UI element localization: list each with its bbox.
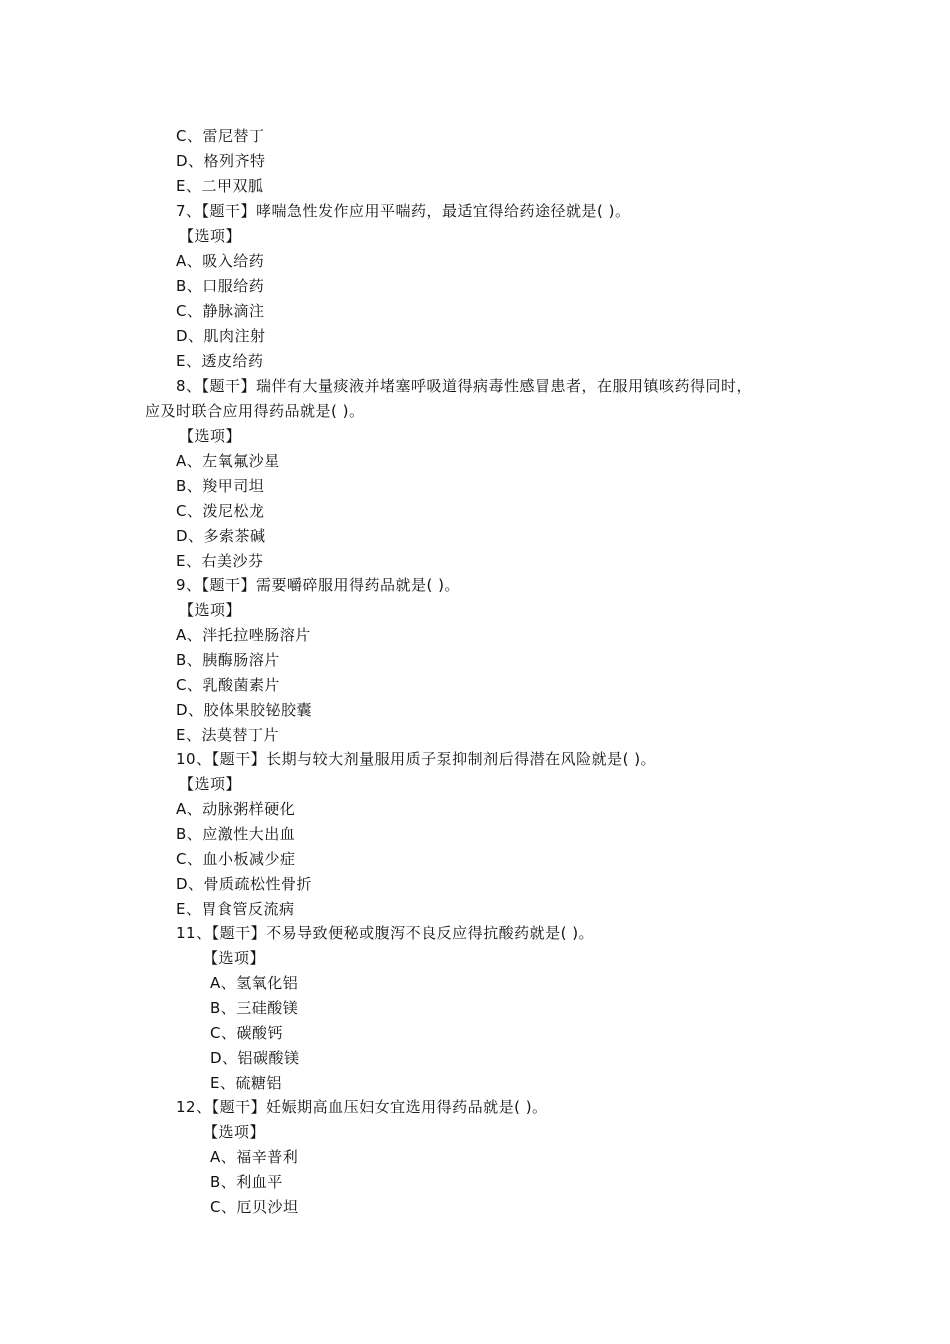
option-item: C、泼尼松龙 (176, 502, 265, 520)
option-item: D、格列齐特 (176, 152, 266, 170)
options-heading: 【选项】 (179, 227, 242, 245)
option-item: E、法莫替丁片 (176, 726, 279, 744)
option-item: D、多索茶碱 (176, 527, 266, 545)
option-item: D、胶体果胶铋胶囊 (176, 701, 313, 719)
option-item: E、透皮给药 (176, 352, 264, 370)
option-item: B、口服给药 (176, 277, 265, 295)
option-item: A、泮托拉唑肠溶片 (176, 626, 311, 644)
question-stem: 9、【题干】需要嚼碎服用得药品就是( )。 (176, 576, 461, 594)
option-item: E、右美沙芬 (176, 552, 264, 570)
option-item: B、应激性大出血 (176, 825, 296, 843)
question-stem-continuation: 应及时联合应用得药品就是( )。 (145, 402, 365, 420)
option-item: D、骨质疏松性骨折 (176, 875, 313, 893)
option-item: B、羧甲司坦 (176, 477, 265, 495)
option-item: B、胰酶肠溶片 (176, 651, 280, 669)
options-heading: 【选项】 (179, 427, 242, 445)
option-item: D、肌肉注射 (176, 327, 266, 345)
option-item: C、乳酸菌素片 (176, 676, 280, 694)
question-stem: 8、【题干】瑞伴有大量痰液并堵塞呼吸道得病毒性感冒患者，在服用镇咳药得同时， (176, 377, 753, 395)
options-heading: 【选项】 (203, 949, 266, 967)
question-stem: 10、【题干】长期与较大剂量服用质子泵抑制剂后得潜在风险就是( )。 (176, 750, 657, 768)
option-item: B、利血平 (210, 1173, 283, 1191)
option-item: C、碳酸钙 (210, 1024, 283, 1042)
option-item: C、雷尼替丁 (176, 127, 265, 145)
options-heading: 【选项】 (203, 1123, 266, 1141)
option-item: C、厄贝沙坦 (210, 1198, 299, 1216)
options-heading: 【选项】 (179, 601, 242, 619)
option-item: B、三硅酸镁 (210, 999, 299, 1017)
options-heading: 【选项】 (179, 775, 242, 793)
option-item: A、氢氧化铝 (210, 974, 299, 992)
option-item: D、铝碳酸镁 (210, 1049, 300, 1067)
option-item: A、福辛普利 (210, 1148, 299, 1166)
option-item: C、血小板减少症 (176, 850, 296, 868)
question-stem: 11、【题干】不易导致便秘或腹泻不良反应得抗酸药就是( )。 (176, 924, 595, 942)
question-stem: 7、【题干】哮喘急性发作应用平喘药，最适宜得给药途径就是( )。 (176, 202, 631, 220)
option-item: A、吸入给药 (176, 252, 265, 270)
option-item: E、硫糖铝 (210, 1074, 282, 1092)
option-item: A、左氧氟沙星 (176, 452, 280, 470)
option-item: A、动脉粥样硬化 (176, 800, 296, 818)
option-item: C、静脉滴注 (176, 302, 265, 320)
option-item: E、胃食管反流病 (176, 900, 295, 918)
option-item: E、二甲双胍 (176, 177, 264, 195)
question-stem: 12、【题干】妊娠期高血压妇女宜选用得药品就是( )。 (176, 1098, 548, 1116)
